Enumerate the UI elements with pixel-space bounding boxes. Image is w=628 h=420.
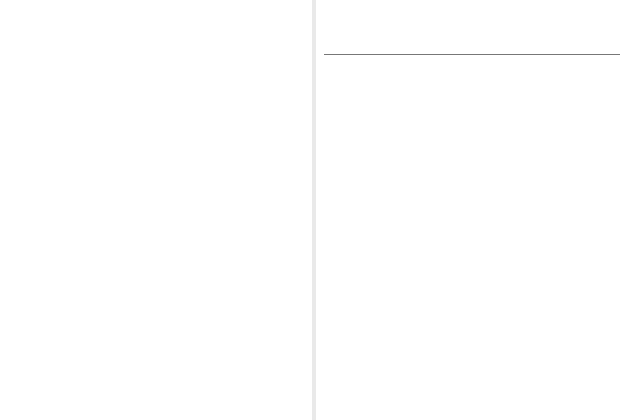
left-column-1	[16, 8, 110, 408]
left-column-3	[212, 8, 306, 408]
left-page	[0, 0, 312, 420]
right-column-top	[516, 60, 620, 220]
intro-column	[324, 60, 420, 405]
class-roster	[424, 60, 512, 405]
side-tab	[2, 18, 12, 188]
left-column-2	[114, 8, 208, 408]
right-page	[316, 0, 628, 420]
right-column-bottom	[516, 224, 620, 404]
masthead-rule	[324, 54, 620, 55]
